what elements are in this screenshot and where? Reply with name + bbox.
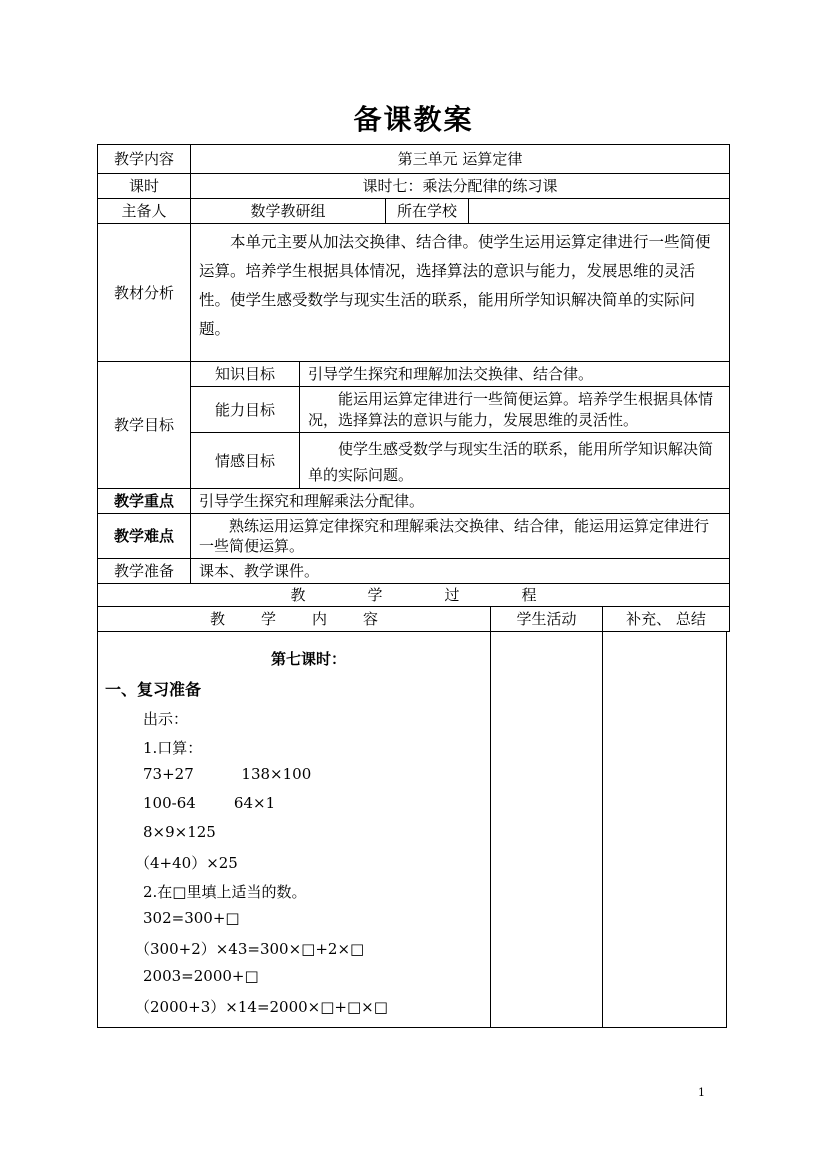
emotion-value [299, 432, 730, 489]
ability-text: 能运用运算定律进行一些简便运算。培养学生根据具体情况，选择算法的意识与能力，发展思维的灵活性。 [308, 390, 714, 429]
preparer-value: 数学教研组 [190, 198, 386, 224]
knowledge-value: 引导学生探究和理解加法交换律、结合律。 [299, 361, 730, 387]
page-number: 1 [698, 1086, 705, 1099]
emotion-label: 情感目标 [190, 432, 300, 489]
difficulty-label: 教学难点 [97, 513, 191, 559]
col-summary-header: 补充、 总结 [602, 606, 730, 632]
content-label: 教学内容 [97, 144, 191, 174]
lesson-line: 2003=2000+□ [143, 967, 259, 985]
period-label: 课时 [97, 173, 191, 199]
lesson-section: 一、复习准备 [105, 680, 202, 699]
knowledge-label: 知识目标 [190, 361, 300, 387]
lesson-line: 73+27 138×100 [143, 765, 312, 783]
emotion-text: 使学生感受数学与现实生活的联系，能用所学知识解决简单的实际问题。 [308, 440, 714, 484]
lesson-line: 2.在□里填上适当的数。 [143, 883, 307, 901]
prep-value: 课本、教学课件。 [190, 558, 730, 584]
summary-cell [602, 631, 727, 1028]
prep-label: 教学准备 [97, 558, 191, 584]
lesson-line: 出示： [143, 710, 189, 728]
analysis-label: 教材分析 [97, 223, 191, 362]
col-content-text: 教学内容 [209, 610, 414, 628]
difficulty-value [190, 513, 730, 559]
period-value: 课时七：乘法分配律的练习课 [190, 173, 730, 199]
lesson-line: （300+2）×43=300×□+2×□ [135, 940, 365, 958]
lesson-line: 8×9×125 [143, 823, 216, 841]
lesson-line: （4+40）×25 [135, 854, 238, 872]
school-label: 所在学校 [385, 198, 469, 224]
analysis-value [190, 223, 730, 362]
lesson-heading: 第七课时： [271, 650, 347, 668]
process-header [97, 583, 730, 607]
key-value: 引导学生探究和理解乘法分配律。 [190, 488, 730, 514]
process-header-text: 教学过程 [290, 586, 599, 604]
col-content-header [97, 606, 491, 632]
key-label: 教学重点 [97, 488, 191, 514]
objectives-label: 教学目标 [97, 361, 191, 489]
ability-value [299, 386, 730, 433]
difficulty-text: 熟练运用运算定律探究和理解乘法交换律、结合律，能运用运算定律进行一些简便运算。 [199, 517, 710, 555]
preparer-label: 主备人 [97, 198, 191, 224]
analysis-text: 本单元主要从加法交换律、结合律。使学生运用运算定律进行一些简便运算。培养学生根据具体情况，选择算法的意识与能力，发展思维的灵活性。使学生感受数学与现实生活的联系，能用所学知识解决简单的实际问题。 [199, 233, 711, 338]
lesson-line: 100-64 64×1 [143, 794, 276, 812]
page-title: 备课教案 [353, 103, 474, 136]
school-value [468, 198, 730, 224]
student-activity-cell [490, 631, 603, 1028]
ability-label: 能力目标 [190, 386, 300, 433]
lesson-line: （2000+3）×14=2000×□+□×□ [135, 998, 388, 1016]
content-value: 第三单元 运算定律 [190, 144, 730, 174]
lesson-line: 1.口算： [143, 739, 203, 757]
lesson-line: 302=300+□ [143, 909, 240, 927]
col-student-header: 学生活动 [490, 606, 603, 632]
